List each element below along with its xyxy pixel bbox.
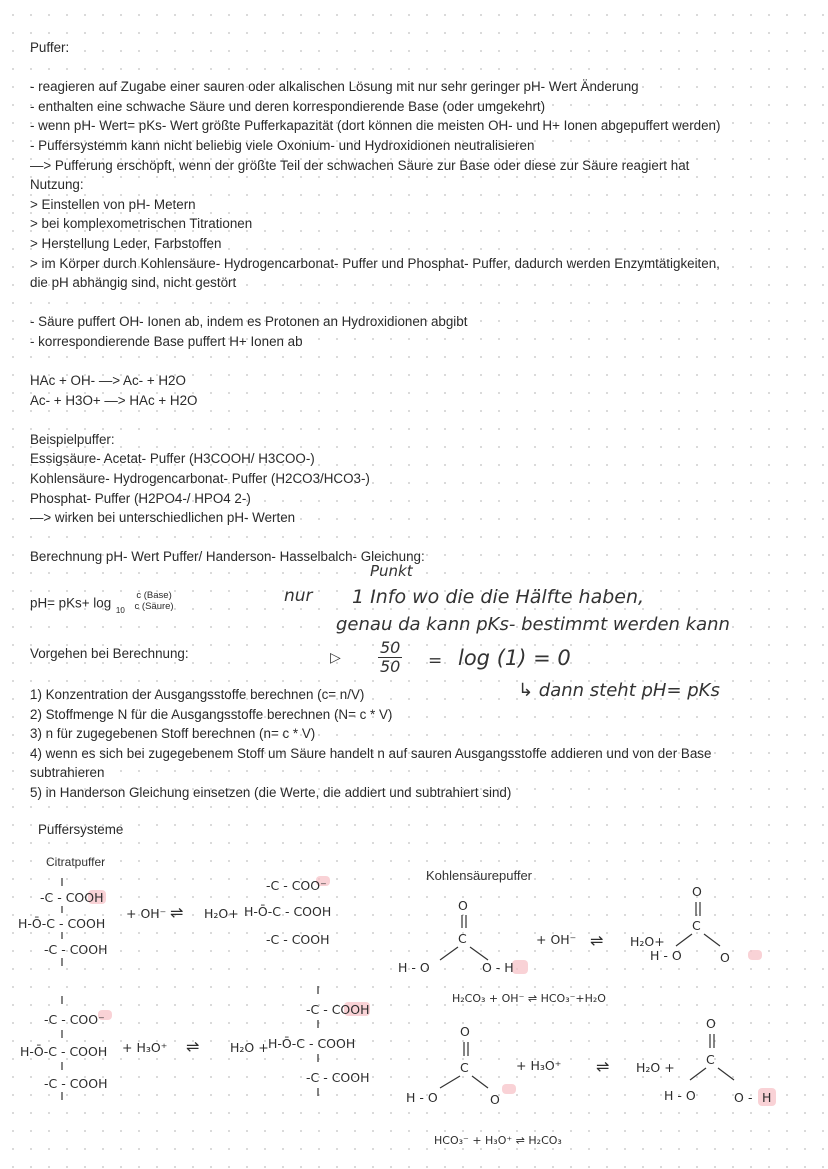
citrat-r2-right-top: -C - COOH: [306, 1002, 370, 1017]
kohlen-r2-caption: HCO₃⁻ + H₃O⁺ ⇌ H₂CO₃: [434, 1134, 562, 1147]
bond-line: [440, 947, 458, 960]
formula-denominator: c (Säure): [134, 601, 174, 612]
step-item: subtrahieren: [30, 765, 105, 781]
hand-line2: genau da kann pKs- bestimmt werden kann: [336, 614, 730, 635]
atom-oh-right: O - H: [482, 960, 514, 975]
hand-eq: =: [428, 651, 443, 671]
atom-o-top: O: [706, 1016, 716, 1031]
atom-oh-left: H - O: [650, 948, 682, 963]
atom-o-top: O: [460, 1024, 470, 1039]
atom-o-top: O: [692, 884, 702, 899]
citrat-r1-left-bot: -C - COOH: [44, 942, 108, 957]
intro-line: - reagieren auf Zugabe einer sauren oder alkalischen Lösung mit nur sehr geringer pH- Wert Änderung: [30, 79, 639, 95]
atom-c: C: [692, 918, 701, 933]
kohlen-reaction-1: [398, 884, 762, 1005]
step-item: 1) Konzentration der Ausgangsstoffe berechnen (c= n/V): [30, 687, 365, 702]
citrat-r1-left-mid: H-Ō-C - COOH: [18, 916, 106, 931]
citrat-r2-right-bot: -C - COOH: [306, 1070, 370, 1085]
systems-title: Puffersysteme: [38, 822, 124, 837]
step-item: 3) n für zugegebenen Stoff berechnen (n= c * V): [30, 726, 316, 742]
intro-line: > Herstellung Leder, Farbstoffen: [30, 235, 222, 251]
citrat-r1-plus: + OH⁻: [126, 906, 167, 921]
citrat-r1-right-bot: -C - COOH: [266, 932, 330, 947]
formula-log-base: 10: [115, 605, 125, 615]
bond-line: [472, 1076, 488, 1088]
citrat-title: Citratpuffer: [46, 855, 106, 869]
kohlen-r2-arrow: ⇌: [596, 1057, 610, 1076]
buffer-line: - Säure puffert OH- Ionen ab, indem es Protonen an Hydroxidionen abgibt: [30, 314, 468, 330]
hand-nur: nur: [284, 586, 313, 606]
bond-line: [718, 1068, 734, 1080]
atom-c: C: [458, 931, 467, 946]
hand-line4: ↳ dann steht pH= pKs: [518, 680, 720, 701]
example-line: —> wirken bei unterschiedlichen pH- Werten: [30, 510, 296, 526]
example-line: Kohlensäure- Hydrogencarbonat- Puffer (H2CO3/HCO3-): [30, 471, 370, 487]
intro-line: - Puffersystemm kann nicht beliebig viele Oxonium- und Hydroxidionen neutralisieren: [30, 137, 535, 153]
buffer-line: - korrespondierende Base puffert H+ Ionen ab: [30, 333, 303, 349]
hand-log: log (1) = 0: [458, 646, 571, 670]
calc-title: Berechnung pH- Wert Puffer/ Handerson- Hasselbalch- Gleichung:: [30, 549, 425, 565]
kohlen-title: Kohlensäurepuffer: [426, 868, 533, 883]
citrat-r1-right-top: -C - COO⁻: [266, 878, 327, 893]
atom-h-highlight: H: [762, 1090, 772, 1105]
examples-title: Beispielpuffer:: [30, 431, 115, 447]
kohlen-r1-water: H₂O+: [630, 934, 665, 949]
intro-line: > bei komplexometrischen Titrationen: [30, 216, 253, 232]
steps-title: Vorgehen bei Berechnung:: [30, 646, 189, 661]
atom-oh-left: H - O: [398, 960, 430, 975]
intro-line: die pH abhängig sind, nicht gestört: [30, 275, 237, 291]
citrat-r2-water: H₂O +: [230, 1040, 269, 1055]
highlight-mark: [512, 960, 528, 974]
citrat-r2-left-bot: -C - COOH: [44, 1076, 108, 1091]
kohlen-reaction-2: [406, 1016, 776, 1147]
citrat-reaction-2: [20, 986, 370, 1100]
atom-o-top: O: [458, 898, 468, 913]
hand-line1: 1 Info wo die die Hälfte haben,: [352, 586, 645, 608]
step-item: 2) Stoffmenge N für die Ausgangsstoffe berechnen (N= c * V): [30, 706, 393, 722]
intro-line: > im Körper durch Kohlensäure- Hydrogencarbonat- Puffer und Phosphat- Puffer, dadurch werden Enzymtätigkeiten,: [30, 255, 720, 271]
example-line: Phosphat- Puffer (H2PO4-/ HPO4 2-): [30, 490, 251, 506]
hand-arrow: ▷: [330, 650, 341, 666]
bond-line: [704, 934, 720, 946]
intro-line: > Einstellen von pH- Metern: [30, 196, 196, 212]
atom-c: C: [460, 1060, 469, 1075]
atom-c: C: [706, 1052, 715, 1067]
intro-line: Nutzung:: [30, 177, 84, 193]
atom-o-minus: O: [490, 1092, 500, 1107]
hand-frac-num: 50: [380, 638, 401, 657]
hand-punkt: Punkt: [370, 562, 413, 580]
hand-frac-den: 50: [380, 657, 401, 676]
atom-oh-left: H - O: [406, 1090, 438, 1105]
kohlen-r1-caption: H₂CO₃ + OH⁻ ⇌ HCO₃⁻+H₂O: [452, 992, 606, 1005]
kohlen-r2-plus: + H₃O⁺: [516, 1058, 562, 1073]
citrat-r1-right-mid: H-Ō-C - COOH: [244, 904, 332, 919]
citrat-r1-water: H₂O+: [204, 906, 239, 921]
reaction-line: HAc + OH- —> Ac- + H2O: [30, 373, 186, 389]
bond-line: [440, 1076, 460, 1088]
atom-o-minus: O: [720, 950, 730, 965]
page-title: Puffer:: [30, 40, 70, 55]
citrat-r2-left-top: -C - COO⁻: [44, 1012, 105, 1027]
citrat-reaction-1: [18, 876, 331, 966]
kohlen-r1-arrow: ⇌: [590, 931, 604, 950]
highlight-mark: [502, 1084, 516, 1094]
citrat-r1-left-top: -C - COOH: [40, 890, 104, 905]
bond-line: [676, 934, 692, 946]
step-item: 4) wenn es sich bei zugegebenem Stoff um Säure handelt n auf sauren Ausgangsstoffe addieren und von der Base: [30, 745, 712, 761]
bond-line: [470, 947, 488, 960]
intro-line: —> Pufferung erschöpft, wenn der größte Teil der schwachen Säure zur Base oder diese zur Säure reagiert hat: [30, 157, 690, 173]
formula-numerator: c (Base): [136, 590, 172, 601]
step-item: 5) in Handerson Gleichung einsetzen (die Werte, die addiert und subtrahiert sind): [30, 784, 512, 800]
kohlen-r1-plus: + OH⁻: [536, 932, 577, 947]
intro-line: - wenn pH- Wert= pKs- Wert größte Pufferkapazität (dort können die meisten OH- und H+ Ionen abgepuffert werden): [30, 118, 721, 134]
citrat-r2-right-mid: H-Ō-C - COOH: [268, 1036, 356, 1051]
highlight-mark: [748, 950, 762, 960]
atom-o-right: O: [734, 1090, 744, 1105]
atom-dash: -: [748, 1090, 753, 1105]
citrat-r2-arrow: ⇌: [186, 1037, 200, 1056]
formula-lhs: pH= pKs+ log: [30, 595, 112, 611]
citrat-r1-arrow: ⇌: [170, 903, 184, 922]
bond-line: [690, 1068, 706, 1080]
intro-line: - enthalten eine schwache Säure und deren korrespondierende Base (oder umgekehrt): [30, 98, 546, 114]
reaction-line: Ac- + H3O+ —> HAc + H2O: [30, 392, 198, 408]
kohlen-r2-water: H₂O +: [636, 1060, 675, 1075]
atom-oh-left: H - O: [664, 1088, 696, 1103]
citrat-r2-left-mid: H-Ō-C - COOH: [20, 1044, 108, 1059]
citrat-r2-plus: + H₃O⁺: [122, 1040, 168, 1055]
example-line: Essigsäure- Acetat- Puffer (H3COOH/ H3COO-): [30, 451, 315, 467]
